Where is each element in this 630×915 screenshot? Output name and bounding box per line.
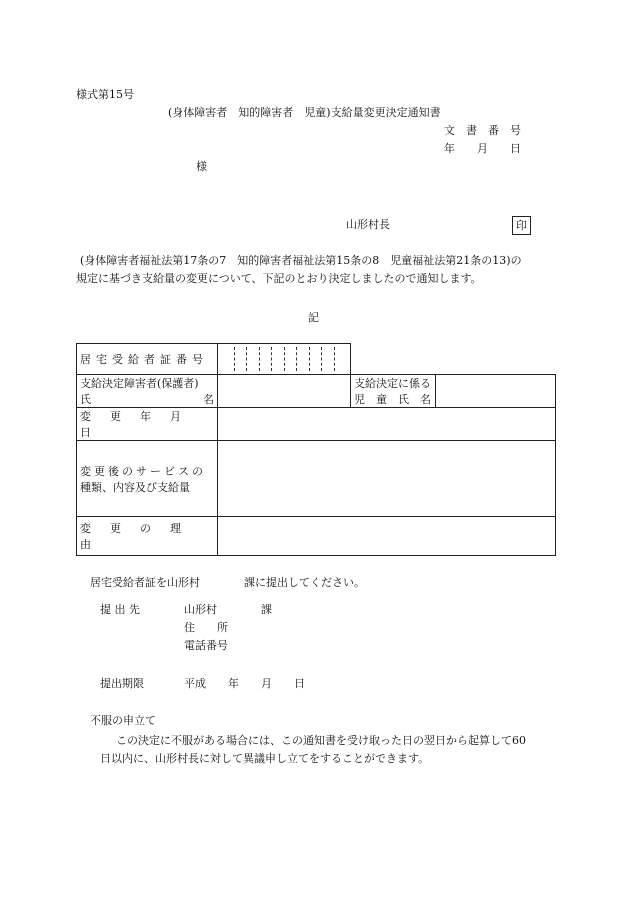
address-label: 住 所 [184,621,228,634]
form-number: 様式第15号 [76,88,134,101]
ki-heading: 記 [308,311,319,324]
submit-instruction: 居宅受給者証を山形村 課に提出してください。 [90,576,365,589]
change-date-field[interactable] [218,408,556,441]
document-title: (身体障害者 知的障害者 児童)支給量変更決定通知書 [168,106,441,119]
certificate-number-boxes[interactable] [218,344,351,375]
recipient-name-label: 支給決定障害者(保護者) 氏 名 [77,375,218,408]
service-details-label: 変更後のサービスの 種類、内容及び支給量 [77,441,218,517]
submit-to-value: 山形村 課 [184,603,272,616]
submit-to-label: 提 出 先 [100,603,140,616]
deadline-value: 平成 年 月 日 [184,677,305,690]
change-date-label: 変 更 年 月 日 [77,408,218,441]
body-text-line-2: 規定に基づき支給量の変更について、下記のとおり決定しましたので通知します。 [76,272,482,285]
date-label: 年 月 日 [444,142,521,155]
child-name-field[interactable] [436,375,556,408]
recipient-name-field[interactable] [218,375,351,408]
appeal-heading: 不服の申立て [90,714,156,727]
certificate-number-label-text: 居宅受給者証番号 [80,353,208,366]
change-reason-field[interactable] [218,517,556,556]
deadline-label: 提出期限 [100,677,144,690]
addressee-suffix: 様 [196,160,207,173]
decision-table [76,343,556,556]
document-number-label: 文 書 番 号 [444,124,521,137]
appeal-text-line-1: この決定に不服がある場合には、この通知書を受け取った日の翌日から起算して60 [116,734,526,747]
change-reason-label: 変 更 の 理 由 [77,517,218,556]
seal-stamp: 印 [512,216,531,235]
appeal-text-line-2: 日以内に、山形村長に対して異議申し立てをすることができます。 [100,752,430,765]
child-name-label: 支給決定に係る 児 童 氏 名 [351,375,436,408]
service-details-field[interactable] [218,441,556,517]
issuer-name: 山形村長 [346,218,390,231]
body-text-line-1: (身体障害者福祉法第17条の7 知的障害者福祉法第15条の8 児童福祉法第21条の13)の [80,254,522,267]
phone-label: 電話番号 [184,639,228,652]
certificate-number-label [77,344,218,375]
